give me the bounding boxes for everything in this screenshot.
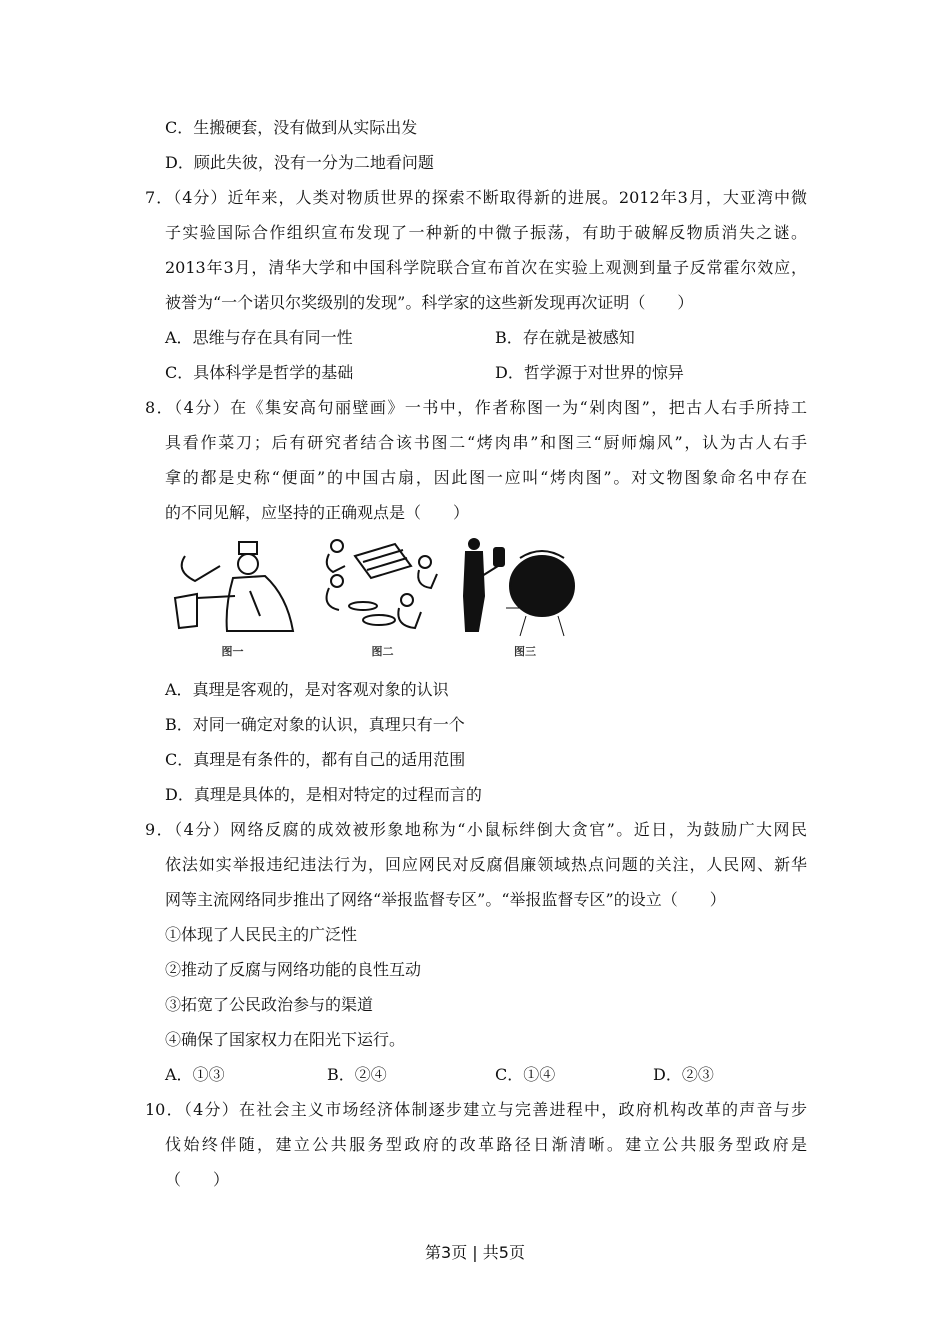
option-text: 真理是具体的，是相对特定的过程而言的 [193, 785, 482, 804]
figure-caption: 图二 [371, 645, 394, 658]
option-text: 哲学源于对世界的惊异 [523, 363, 684, 382]
option-text: 具体科学是哲学的基础 [193, 363, 354, 382]
option-label: B． [327, 1065, 355, 1084]
q10-stem-line: 伐始终伴随，建立公共服务型政府的改革路径日渐清晰。建立公共服务型政府是 [165, 1135, 807, 1154]
q7-options-row [145, 320, 807, 355]
option-text: 真理是有条件的，都有自己的适用范围 [193, 750, 466, 769]
option-text: ②③ [681, 1065, 714, 1084]
option-label: D． [495, 363, 524, 382]
q7-option-c [165, 355, 353, 390]
q7-stem-line [145, 180, 807, 215]
q8-option-a [145, 672, 807, 707]
stem-text: （4分）网络反腐的成效被形象地称为“小鼠标绊倒大贪官”。近日，为鼓励广大网民 [174, 820, 807, 839]
q7-stem-line: 子实验国际合作组织宣布发现了一种新的中微子振荡，有助于破解反物质消失之谜。 [165, 223, 807, 242]
exam-page-content [145, 110, 807, 1197]
q8-figures [145, 536, 807, 672]
figure-1 [165, 536, 300, 659]
q6-option-c [145, 110, 807, 145]
q9-statement: ①体现了人民民主的广泛性 [165, 925, 358, 944]
q9-option-c [495, 1057, 555, 1092]
q9-statement: ②推动了反腐与网络功能的良性互动 [165, 960, 422, 979]
q9-option-d [653, 1057, 714, 1092]
option-label: A． [165, 328, 193, 347]
q9-option-b [327, 1057, 387, 1092]
option-text: ①③ [192, 1065, 225, 1084]
q9-options-row [145, 1057, 807, 1092]
q8-option-d [145, 777, 807, 812]
mural-figure-skewers-icon [315, 536, 450, 641]
q6-option-d [145, 145, 807, 180]
option-text: 真理是客观的，是对客观对象的认识 [192, 680, 449, 699]
figure-caption: 图一 [221, 645, 244, 658]
q7-option-b [495, 320, 635, 355]
option-text: 顾此失彼，没有一分为二地看问题 [193, 153, 434, 172]
question-number: 8． [145, 398, 175, 417]
q9-stem-line [145, 812, 807, 847]
option-label: C． [165, 118, 194, 137]
q8-stem-line: 具看作菜刀；后有研究者结合该书图二“烤肉串”和图三“厨师煽风”，认为古人右手 [165, 433, 807, 452]
q10-stem-line [145, 1092, 807, 1127]
q8-stem-line: 拿的都是史称“便面”的中国古扇，因此图一应叫“烤肉图”。对文物图象命名中存在 [165, 468, 807, 487]
q9-option-a [165, 1057, 225, 1092]
page-footer: 第3页 | 共5页 [425, 1243, 525, 1262]
figure-3 [460, 536, 590, 659]
q8-option-b [145, 707, 807, 742]
option-label: D． [165, 153, 194, 172]
question-number: 7． [145, 188, 174, 207]
question-number: 9． [145, 820, 175, 839]
mural-figure-chef-icon [165, 536, 300, 641]
q7-option-d [495, 355, 684, 390]
q8-option-c [145, 742, 807, 777]
figure-2 [315, 536, 450, 659]
q8-stem-line [145, 390, 807, 425]
option-label: B． [495, 328, 523, 347]
stem-text: （4分）在社会主义市场经济体制逐步建立与完善进程中，政府机构改革的声音与步 [183, 1100, 807, 1119]
q10-stem-line: （ ） [165, 1170, 230, 1189]
option-label: D． [165, 785, 194, 804]
q8-stem-line: 的不同见解，应坚持的正确观点是（ ） [165, 503, 470, 522]
q7-stem-line: 2013年3月，清华大学和中国科学院联合宣布首次在实验上观测到量子反常霍尔效应， [165, 258, 807, 277]
option-label: C． [495, 1065, 524, 1084]
option-text: ②④ [354, 1065, 387, 1084]
q7-options-row [145, 355, 807, 390]
option-label: A． [165, 680, 193, 699]
figure-caption: 图三 [514, 645, 536, 658]
option-text: ①④ [523, 1065, 556, 1084]
stem-text: （4分）在《集安高句丽壁画》一书中，作者称图一为“剁肉图”，把古人右手所持工 [174, 398, 807, 417]
q7-stem-line: 被誉为“一个诺贝尔奖级别的发现”。科学家的这些新发现再次证明（ ） [165, 293, 694, 312]
option-label: A． [165, 1065, 193, 1084]
option-label: C． [165, 363, 194, 382]
mural-figure-fanning-icon [460, 536, 590, 641]
option-text: 生搬硬套，没有做到从实际出发 [193, 118, 418, 137]
option-text: 存在就是被感知 [522, 328, 635, 347]
q7-option-a [165, 320, 353, 355]
q9-statement: ④确保了国家权力在阳光下运行。 [165, 1030, 406, 1049]
q9-stem-line: 依法如实举报违纪违法行为，回应网民对反腐倡廉领域热点问题的关注，人民网、新华 [165, 855, 807, 874]
option-label: C． [165, 750, 194, 769]
option-text: 思维与存在具有同一性 [192, 328, 353, 347]
option-label: D． [653, 1065, 682, 1084]
question-number: 10． [145, 1100, 184, 1119]
option-label: B． [165, 715, 193, 734]
q9-statement: ③拓宽了公民政治参与的渠道 [165, 995, 374, 1014]
option-text: 对同一确定对象的认识，真理只有一个 [192, 715, 465, 734]
q9-stem-line: 网等主流网络同步推出了网络“举报监督专区”。“举报监督专区”的设立（ ） [165, 890, 726, 909]
stem-text: （4分）近年来，人类对物质世界的探索不断取得新的进展。2012年3月，大亚湾中微 [173, 188, 807, 207]
